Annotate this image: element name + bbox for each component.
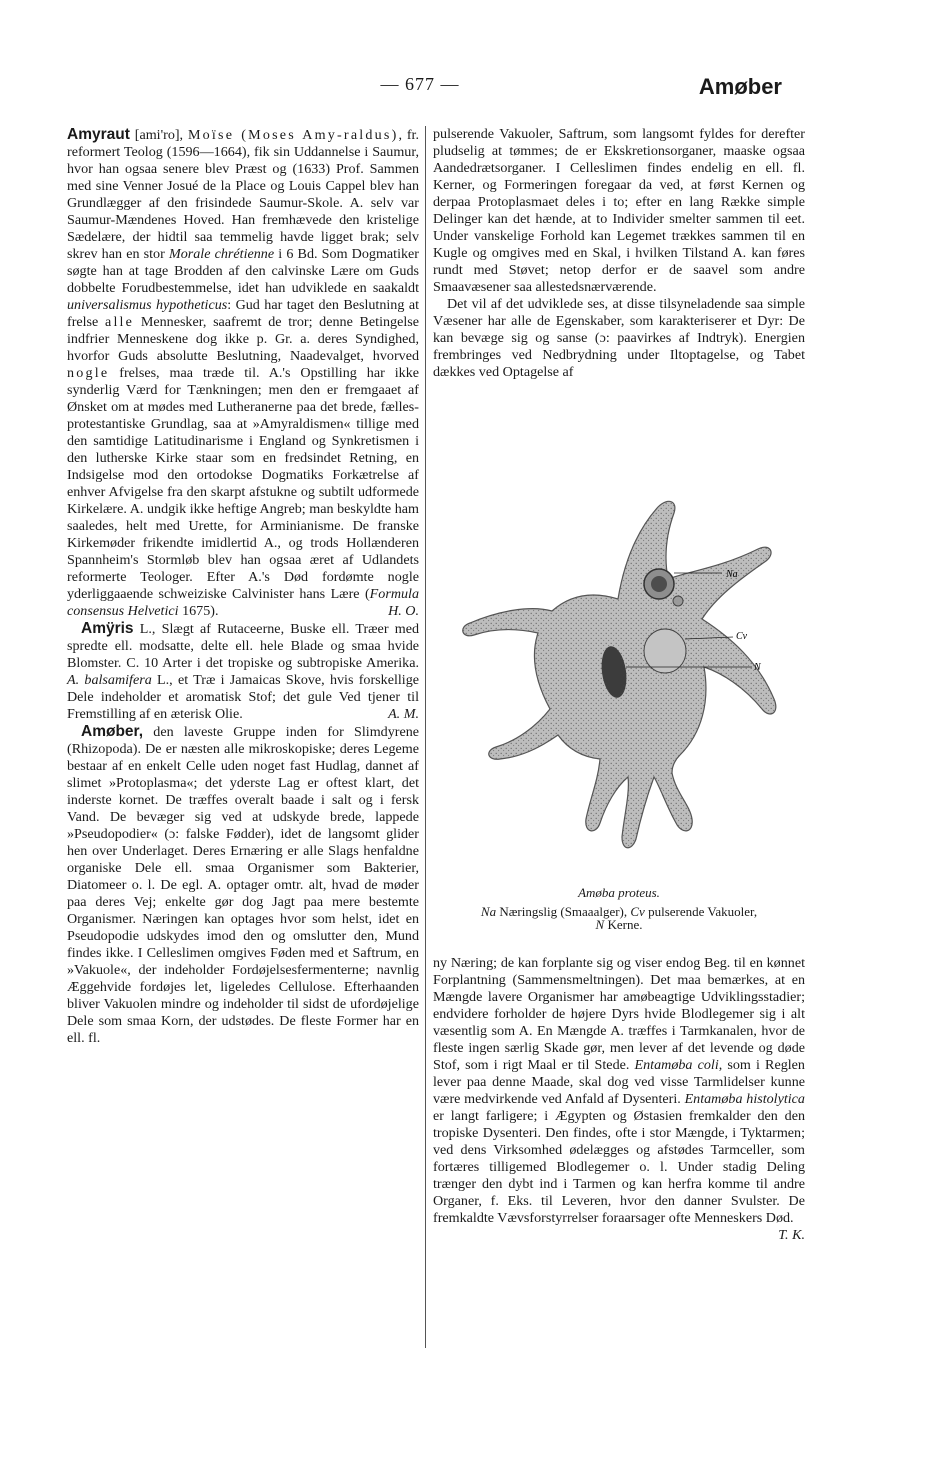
- label-na: Na: [726, 569, 738, 580]
- page-header: [0, 74, 928, 102]
- food-vacuole-core: [651, 576, 667, 592]
- page-number: — 677 —: [380, 74, 460, 94]
- signature-ho: H. O.: [388, 603, 419, 619]
- column-rule: [425, 126, 426, 1348]
- figure-caption: Na Næringslig (Smaaalger), Cv pulserende Vakuoler, N Kerne.: [480, 904, 758, 932]
- entry-amober: Amøber, den laveste Gruppe inden for Slimdyrene (Rhizopoda). De er næsten alle mikroskopiske; deres Legeme bestaar af en enkelt Celle uden noget fast Hudlag, dannet af slimet »Protoplasma«; det yderste Lag er oftest klart, det inderste kornet. De træffes overalt baade i salt og i fersk Vand. De bevæger sig ved at udskyde brede, lappede »Pseudopodier« (ɔ: falske Fødder), idet de langsomt glider hen over Underlaget. Deres Ernæring er alle Slags henfaldne organiske Dele ell. smaa Organismer som Bakterier, Diatomeer o. l. De egl. A. optager omtr. alt, hvad de møder paa deres Vej; enkelte gør dog Jagt paa mere bestemte Organismer. Næringen kan optages hvor som helst, idet en Pseudopodie udskydes imod den og omslutter den, Mund findes ikke. I Celleslimen omgives Føden med et Saftrum, en »Vakuole«, der indeholder Fordøjelsesfermenterne; navnlig Æggehvide fordøjes let, ligeledes Cellulose. Efterhaanden bliver Vakuolen mindre og indeholder til sidst de ufordøjelige Dele som smaa Korn, der udstødes. De fleste Former har en ell. fl.: [67, 723, 419, 1046]
- headword-amyraut: Amyraut: [67, 126, 130, 143]
- contractile-vacuole: [644, 629, 686, 673]
- right-column-bottom: [433, 955, 805, 1244]
- right-paragraph-2: Det vil af det udviklede ses, at disse tilsyneladende saa simple Væsener har alle de Egenskaber, som karakteriserer et Dyr: De kan bevæge sig og sanse (ɔ: paavirkes af Indtryk). Energien frembringes ved Nedbrydning under Iltoptagelse, og Tabet dækkes ved Optagelse af: [433, 296, 805, 380]
- right-paragraph-1: pulserende Vakuoler, Saftrum, som langsomt fyldes for derefter pludselig at tømmes; de er Ekskretionsorganer, maaske ogsaa Aandedrætsorganer. I Celleslimen findes endelig en ell. fl. Kerner, og Formeringen foregaar da ved, at først Kernen og derpaa Protoplasmaet deles i to; efter en lang Række simple Delinger kan det hænde, at to Individer smelter sammen til eet. Under vanskelige Forhold kan Legemet trækkes sammen til en Kugle og omgives med en Skal, i hvilken Tilstand A. kan føres rundt med Støvet; netop derfor er de saavel som andre Smaavæsener saa allestedsnærværende.: [433, 126, 805, 295]
- entry-amyraut: Amyraut [ami'ro], Moïse (Moses Amy-raldus), fr. reformert Teolog (1596—1664), fik sin Uddannelse i Saumur, hvor han ogsaa senere blev Præst og (1633) Prof. Sammen med sine Venner Josué de la Place og Louis Cappel blev han Grundlægger af den frisindede Saumur-Skole. A. selv var Saumur-Mændenes Hoved. Han fremhævede den kristelige Sædelære, der hidtil saa temmelig havde ligget brak; selv skrev han en stor Morale chrétienne i 6 Bd. Som Dogmatiker søgte han at tage Brodden af den calvinske Lære om Guds dobbelte Forudbestemmelse, idet han udviklede en saakaldt universalismus hypotheticus: Gud har taget den Beslutning at frelse alle Mennesker, saafremt de tror; denne Betingelse indfrier Menneskene dog ikke p. Gr. a. deres Syndighed, hvorfor Guds absolutte Beslutning, Naadevalget, hvorved nogle frelses, maa træde til. A.'s Opstilling har ikke synderlig Værd for Tænkningen; men den er fremgaaet af Ønsket om at mødes med Lutheranerne paa det brede, fælles-protestantiske Grundlag, saa at »Amyraldismen« tillige med den samtidige Latitudinarisme i England og Synkretismen i den lutherske Kirke staar som en fredsindet Retning, en Indsigelse mod den ortodokse Dogmatiks Forkætrelse af enhver Afvigelse fra den skarpt afstukne og subtilt udformede Kirkelære. A. undgik ikke heftige Angreb; man beskyldte ham saaledes, helt med Urette, for Arminianisme. De franske Kirkemøder frikendte imidlertid A., og trods Hollænderen Spannheim's Stormløb blev han ogsaa æret af Udlandets reformerte Teologer. Efter A.'s Død fordømte nogle yderliggaaende schweiziske Calvinister hans Lære (Formula consensus Helvetici 1675). H. O.: [67, 126, 420, 619]
- signature-am: A. M.: [388, 706, 419, 722]
- amoeba-illustration: [440, 487, 797, 882]
- right-column-top: [433, 126, 805, 381]
- label-n: N: [754, 662, 761, 673]
- figure-caption-title: Amøba proteus.: [578, 885, 660, 900]
- entry-amyris: Amÿris L., Slægt af Rutaceerne, Buske ell. Træer med spredte ell. modsatte, delte ell. hele Blade og smaa hvide Blomster. C. 10 Arter i det tropiske og subtropiske Amerika. A. balsamifera L., et Træ i Jamaicas Skove, hvis forskellige Dele indeholder et aromatisk Stof; det gule Ved tjener til Fremstilling af en æterisk Olie. A. M.: [67, 620, 419, 722]
- running-head: Amøber: [698, 74, 782, 99]
- amoeba-figure: [440, 487, 797, 882]
- label-cv: Cv: [736, 631, 748, 642]
- headword-amyris: Amÿris: [81, 620, 134, 637]
- right-paragraph-3: ny Næring; de kan forplante sig og viser endog Beg. til en kønnet Forplantning (Sammensmeltningen). Det maa bemærkes, at en Mængde lavere Organismer har amøbeagtige Udviklingsstadier; endvidere forholder de højere Dyrs hvide Blodlegemer sig i alt væsentlig som A. En Mængde A. træffes i Tarmkanalen, hvor de fleste ingen særlig Skade gør, men lever af det levende og døde Stof, som i rigt Maal er til Stede. Entamøba coli, som i Reglen lever paa denne Maade, skal dog ved visse Tarmlidelser kunne være medvirkende ved Anfald af Dysenteri. Entamøba histolytica er langt farligere; i Ægypten og Østasien fremkalder den den tropiske Dysenteri. Den findes, ofte i stor Mængde, i Tyktarmen; ved dens Virksomhed ødelægges og afstødes Tarmceller, som fortæres tilligemed Blodlegemer o. l. Under stadig Deling trænger den dybt ind i Tarmen og kan herfra komme til andre Organer, f. Eks. til Leveren, hvor den danner Svulster. De fremkaldte Vævsforstyrrelser foraarsager ofte Menneskers Død. T. K.: [433, 955, 805, 1243]
- signature-tk: T. K.: [778, 1227, 805, 1243]
- small-vacuole: [673, 596, 683, 606]
- headword-amober: Amøber,: [81, 723, 144, 740]
- left-column: [67, 126, 419, 1047]
